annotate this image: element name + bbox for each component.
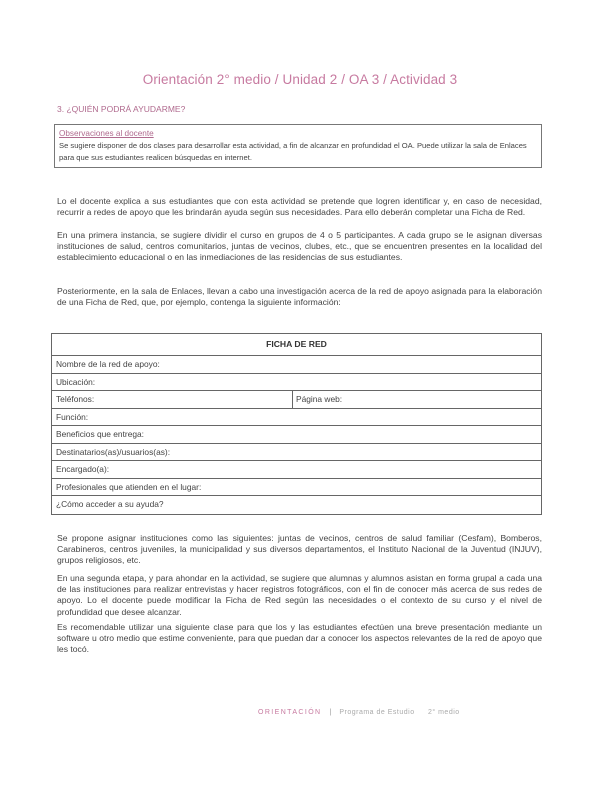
footer-brand: ORIENTACIÓN <box>258 709 322 716</box>
ficha-row: Ubicación: <box>52 374 541 392</box>
section-heading: 3. ¿QUIÉN PODRÁ AYUDARME? <box>57 104 186 114</box>
ficha-row: Teléfonos: Página web: <box>52 391 541 409</box>
ficha-web-cell: Página web: <box>292 391 342 408</box>
observations-text: Se sugiere disponer de dos clases para desarrollar esta actividad, a fin de alcanzar en profundidad el OA. Puede utilizar la sala de Enlaces para que sus estudiantes realicen búsquedas en internet. <box>59 141 527 162</box>
page-title: Orientación 2° medio / Unidad 2 / OA 3 / Actividad 3 <box>142 72 458 87</box>
paragraph-presentation: Es recomendable utilizar una siguiente clase para que los y las estudiantes efectúen una breve presentación mediante un software u otro medio que estime conveniente, para que puedan dar a conocer los aspectos relevantes de la red de apoyo que les tocó. <box>57 622 542 655</box>
paragraph-second-stage: En una segunda etapa, y para ahondar en la actividad, se sugiere que alumnas y alumnos asistan en forma grupal a cada una de las instituciones para realizar entrevistas y hacer registros fotográficos, con el fin de conocer más acerca de sus redes de apoyo. Lo el docente puede modificar la Ficha de Red según las necesidades o el contexto de su curso y el nivel de profundidad que desee alcanzar. <box>57 573 542 617</box>
paragraph-investigation: Posteriormente, en la sala de Enlaces, llevan a cabo una investigación acerca de la red de apoyo asignada para la elaboración de una Ficha de Red, que, por ejemplo, contenga la siguiente información: <box>57 286 542 308</box>
ficha-title: FICHA DE RED <box>52 334 541 356</box>
ficha-row: Función: <box>52 409 541 427</box>
ficha-row: ¿Cómo acceder a su ayuda? <box>56 499 164 509</box>
ficha-row: Encargado(a): <box>52 461 541 479</box>
ficha-row: Beneficios que entrega: <box>52 426 541 444</box>
paragraph-first-stage: En una primera instancia, se sugiere dividir el curso en grupos de 4 o 5 participantes. A cada grupo se le asignan diversas instituciones de salud, centros comunitarios, juntas de vecinos, clubes, etc., que se encuentren presentes en la localidad del establecimiento educacional o en las inmediaciones de las residencias de sus estudiantes. <box>57 230 542 263</box>
paragraph-institutions: Se propone asignar instituciones como las siguientes: juntas de vecinos, centros de salud familiar (Cesfam), Bomberos, Carabineros, centros juveniles, la municipalidad y sus diversos departamentos, el Instituto Nacional de la Juventud (INJUV), grupos religiosos, etc. <box>57 533 542 566</box>
ficha-row: Destinatarios(as)/usuarios(as): <box>52 444 541 462</box>
ficha-de-red-table <box>51 333 542 515</box>
footer-program: Programa de Estudio <box>339 709 415 716</box>
footer-grade: 2° medio <box>427 709 460 716</box>
footer-separator: | <box>329 709 332 716</box>
ficha-row: Nombre de la red de apoyo: <box>52 356 541 374</box>
paragraph-intro: Lo el docente explica a sus estudiantes que con esta actividad se pretende que logren identificar y, en caso de necesidad, recurrir a redes de apoyo que les brindarán ayuda según sus necesidades. Para ello deberán completar una Ficha de Red. <box>57 196 542 218</box>
ficha-row: Profesionales que atienden en el lugar: <box>52 479 541 497</box>
observations-box <box>54 124 542 168</box>
page-footer <box>258 709 460 716</box>
observations-title: Observaciones al docente <box>59 129 154 138</box>
